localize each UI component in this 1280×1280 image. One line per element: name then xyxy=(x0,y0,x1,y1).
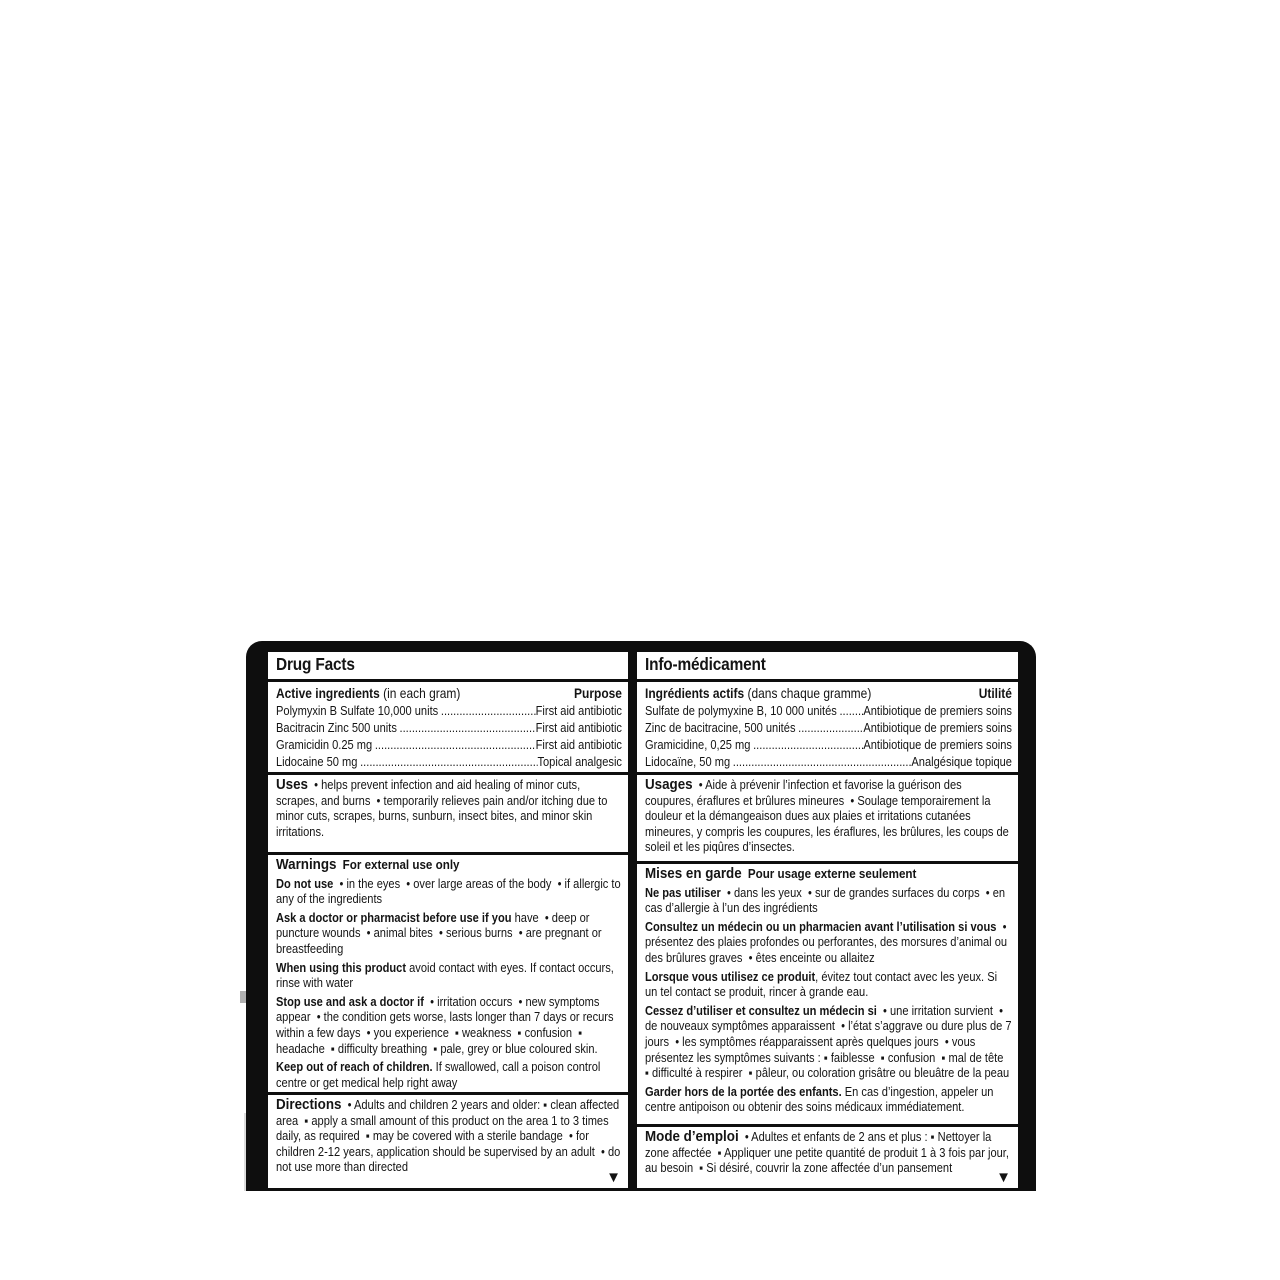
mises-en-garde-heading: Mises en garde Pour usage externe seulement xyxy=(645,865,917,882)
ingredient-name: Bacitracin Zinc 500 units xyxy=(276,720,397,735)
dot-leader xyxy=(837,703,863,720)
ingredient-name: Sulfate de polymyxine B, 10 000 unités xyxy=(645,704,837,718)
dot-leader xyxy=(795,720,863,737)
active-ingredients-heading: Active ingredients (in each gram) xyxy=(276,686,461,701)
ingredient-row xyxy=(276,703,622,720)
ingredient-purpose: Analgésique topique xyxy=(911,754,1012,769)
dot-leader xyxy=(750,737,863,754)
dot-leader xyxy=(372,737,535,754)
warnings-section xyxy=(268,855,628,1092)
mises-garder-hors-portee: Garder hors de la portée des enfants. En cas d’ingestion, appeler un centre antipoison ou obtenir des soins médicaux immédiatement. xyxy=(645,1084,997,1115)
ingredient-purpose: Antibiotique de premiers soins xyxy=(863,737,1012,752)
warnings-ask-doctor: Ask a doctor or pharmacist before use if you have • deep or puncture wounds • animal bites • serious burns • are pregnant or breastfeeding xyxy=(276,910,605,956)
ingredient-name: Lidocaïne, 50 mg xyxy=(645,754,731,769)
ingredient-name: Zinc de bacitracine, 500 unités xyxy=(645,720,796,735)
uses-text: Uses • helps prevent infection and aid healing of minor cuts, scrapes, and burns • temporarily relieves pain and/or itching due to minor cuts, scrapes, burns, sunburn, insect bites, and minor skin irritations. xyxy=(276,776,611,839)
active-ingredients-section-fr xyxy=(637,682,1018,772)
column-french xyxy=(637,652,1018,1188)
mises-consultez-medecin: Consultez un médecin ou un pharmacien avant l’utilisation si vous • présentez des plaies profondes ou perforantes, des morsures d’animal ou des brûlures graves • êtes enceinte ou allaitez xyxy=(645,919,1011,965)
more-content-triangle-icon: ▼ xyxy=(996,1169,1011,1186)
mises-en-garde-section xyxy=(637,864,1018,1124)
dot-leader xyxy=(438,703,535,720)
directions-section xyxy=(268,1095,628,1188)
uses-section xyxy=(268,775,628,852)
ingredient-name: Lidocaine 50 mg xyxy=(276,754,358,769)
mode-demploi-section xyxy=(637,1127,1018,1188)
info-medicament-title-box xyxy=(637,652,1018,679)
ingredient-row xyxy=(645,737,1012,754)
ingredient-row xyxy=(276,754,622,771)
info-medicament-title: Info-médicament xyxy=(645,654,766,674)
dot-leader xyxy=(397,720,536,737)
ingredient-row xyxy=(645,754,1012,771)
mises-cessez-utiliser: Cessez d’utiliser et consultez un médecin si • une irritation survient • de nouveaux symptômes apparaissent • l’état s’aggrave ou dure plus de 7 jours • les symptômes réapparaissent après quelques jours • vous présentez les symptômes suivants : ▪ faiblesse ▪ confusion ▪ mal de tête ▪ difficulté à respirer ▪ pâleur, ou coloration grisâtre ou bleuâtre de la peau xyxy=(645,1003,1015,1081)
ingredient-row xyxy=(645,703,1012,720)
warnings-when-using: When using this product avoid contact with eyes. If contact occurs, rinse with water xyxy=(276,960,617,991)
ingredient-purpose: Topical analgesic xyxy=(537,754,622,769)
warnings-heading: Warnings For external use only xyxy=(276,856,460,873)
active-ingredients-heading: Ingrédients actifs (dans chaque gramme) xyxy=(645,686,872,701)
drug-facts-title-box xyxy=(268,652,628,679)
ingredient-purpose: First aid antibiotic xyxy=(535,737,622,752)
mises-lorsque-vous-utilisez: Lorsque vous utilisez ce produit, évitez tout contact avec les yeux. Si un tel contact se produit, rincer à grande eau. xyxy=(645,969,1001,1000)
usages-section xyxy=(637,775,1018,861)
mises-ne-pas-utiliser: Ne pas utiliser • dans les yeux • sur de grandes surfaces du corps • en cas d’allergie à l’un des ingrédients xyxy=(645,885,1009,916)
ingredient-row xyxy=(276,720,622,737)
ingredient-name: Gramicidin 0.25 mg xyxy=(276,737,373,752)
dot-leader xyxy=(730,754,911,771)
usages-text: Usages • Aide à prévenir l’infection et favorise la guérison des coupures, éraflures et brûlures mineures • Soulage temporairement la douleur et la démangeaison dues aux plaies et irritations cutanées mineures, y compris les coupures, les éraflures, les brûlures, les coups de soleil et les piqûres d’insectes. xyxy=(645,776,1012,855)
ingredient-name: Polymyxin B Sulfate 10,000 units xyxy=(276,704,439,718)
warnings-stop-use: Stop use and ask a doctor if • irritation occurs • new symptoms appear • the condition gets worse, lasts longer than 7 days or recurs within a few days • you experience ▪ weakness ▪ confusion ▪ headache ▪ difficulty breathing ▪ pale, grey or blue coloured skin. xyxy=(276,994,617,1056)
active-ingredients-heading-row xyxy=(645,684,1012,703)
ingredient-purpose: First aid antibiotic xyxy=(535,720,622,735)
ingredient-purpose: Antibiotique de premiers soins xyxy=(863,704,1012,718)
purpose-column-label: Purpose xyxy=(574,686,622,701)
mode-demploi-text: Mode d’emploi • Adultes et enfants de 2 ans et plus : ▪ Nettoyer la zone affectée ▪ Appliquer une petite quantité de produit 1 à 3 fois par jour, au besoin ▪ Si désiré, couvrir la zone affectée d’un pansement xyxy=(645,1128,1013,1176)
active-ingredients-section-en xyxy=(268,682,628,772)
ingredient-purpose: Antibiotique de premiers soins xyxy=(863,720,1012,735)
active-ingredients-heading-row xyxy=(276,684,622,703)
warnings-keep-out-of-reach: Keep out of reach of children. If swallowed, call a poison control centre or get medical help right away xyxy=(276,1060,604,1090)
purpose-column-label: Utilité xyxy=(978,686,1012,701)
ingredient-name: Gramicidine, 0,25 mg xyxy=(645,737,751,752)
ingredient-row xyxy=(645,720,1012,737)
warnings-do-not-use: Do not use • in the eyes • over large areas of the body • if allergic to any of the ingredients xyxy=(276,876,624,907)
drug-facts-title: Drug Facts xyxy=(276,654,355,674)
drug-facts-panel xyxy=(246,641,1036,1191)
dot-leader xyxy=(357,754,537,771)
ingredient-purpose: First aid antibiotic xyxy=(535,704,622,718)
directions-text: Directions • Adults and children 2 years and older: ▪ clean affected area ▪ apply a small amount of this product on the area 1 to 3 times daily, as required ▪ may be covered with a sterile bandage • for children 2-12 years, application should be supervised by an adult • do not use more than directed xyxy=(276,1096,624,1175)
ingredient-row xyxy=(276,737,622,754)
column-english xyxy=(268,652,628,1188)
more-content-triangle-icon: ▼ xyxy=(606,1169,621,1186)
